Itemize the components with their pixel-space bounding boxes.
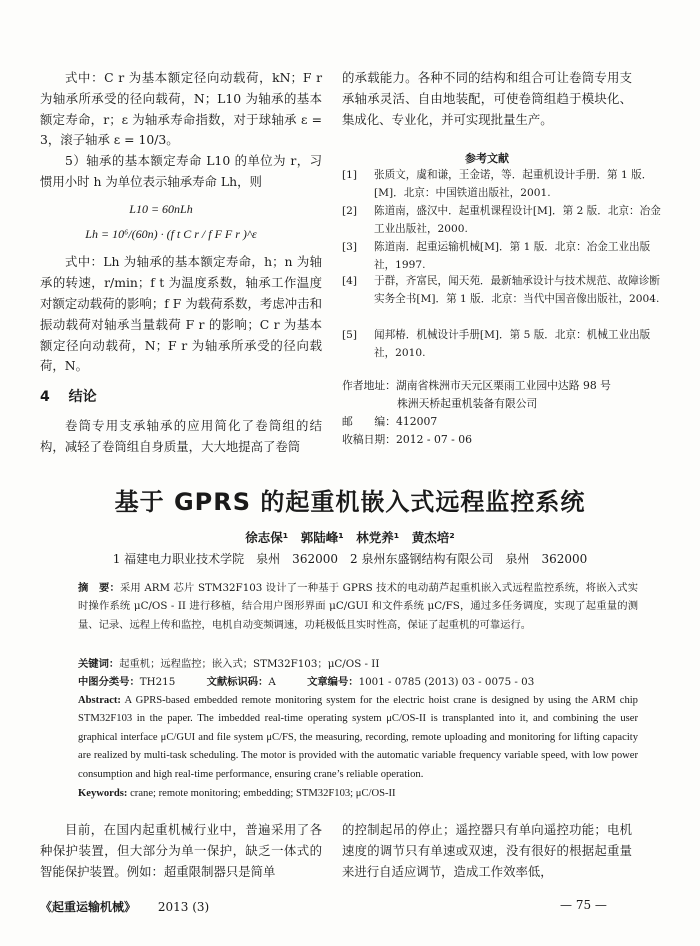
address-line-1: 湖南省株洲市天元区栗雨工业园中达路 98 号 (395, 379, 611, 392)
reference-number: [1] (342, 169, 358, 181)
address-row (342, 377, 672, 395)
section-number: 4 (40, 389, 50, 406)
reference-number: [4] (342, 275, 358, 287)
classification-row (78, 673, 638, 691)
article-no-label: 文章编号： (307, 676, 359, 688)
left-para-4: 卷筒专用支承轴承的应用简化了卷筒组的结构，减轻了卷筒组自身质量，大大地提高了卷筒 (40, 417, 322, 454)
section-title: 结论 (68, 389, 97, 406)
body-right (342, 820, 632, 882)
english-keywords (78, 785, 638, 803)
clc-label: 中图分类号： (78, 676, 140, 688)
reference-number: [2] (342, 205, 358, 217)
en-abstract-text: A GPRS-based embedded remote monitoring system for the electric hoist crane is designed by using the ARM chip STM32F103 in the paper. The imbedded real-time operating system μC/OS-II is transplanted into it, and combining the user graphical interface μC/GUI and file system μC/FS, the measuring, recording, remote uploading and monitoring for lifting capacity are realized by multi-task scheduling. The motor is provided with the automatic variable frequency variable speed, with low power consumption and high real-time performance, ensuring crane’s reliable operation. (78, 695, 638, 780)
journal-issue: 2013 (3) (157, 900, 210, 914)
reference-number: [5] (342, 329, 358, 341)
abstract-text: 采用 ARM 芯片 STM32F103 设计了一种基于 GPRS 技术的电动葫芦起重机嵌入式远程监控系统，将嵌入式实时操作系统 μC/OS - II 进行移植，结合用户图形界面 μC/GUI 和文件系统 μC/FS，通过多任务调度，实现了起重量的测量、记录、远程上传和监控，电机自动变频调速，功耗极低且实时性高，保证了起重机的可靠运行。 (78, 582, 638, 631)
doc-code-value: A (268, 676, 276, 688)
page-number: — 75 — (560, 898, 607, 912)
received-value: 2012 - 07 - 06 (395, 433, 472, 446)
reference-text: 陈道南．起重运输机械[M]．第 1 版．北京：冶金工业出版社，1997. (374, 241, 651, 271)
reference-number: [3] (342, 241, 358, 253)
references-heading: 参考文献 (465, 152, 509, 165)
postcode-label: 邮 编： (342, 415, 396, 428)
keywords-text: 起重机；远程监控；嵌入式；STM32F103；μC/OS - II (119, 658, 380, 670)
postcode-value: 412007 (395, 415, 438, 428)
en-abstract-label: Abstract: (78, 695, 121, 706)
reference-text: 于群，齐富民，闻天苑．最新轴承设计与技术规范、故障诊断实务全书[M]．第 1 版．北京：当代中国音像出版社，2004. (374, 275, 661, 305)
address-line-2: 株洲天桥起重机装备有限公司 (397, 397, 538, 410)
left-column (40, 68, 322, 458)
reference-text: 张质文，虞和谦，王金诺，等．起重机设计手册．第 1 版．[M]．北京：中国铁道出版社，2001. (374, 169, 653, 199)
received-label: 收稿日期： (342, 433, 396, 446)
left-para-3: 式中：Lh 为轴承的基本额定寿命，h；n 为轴承的转速，r/min；f t 为温度系数，轴承工作温度对额定动载荷的影响；f F 为载荷系数，考虑冲击和振动载荷对轴承当量载荷 F r 的影响；C r 为基本额定径向动载荷，N；F r 为轴承所承受的径向载荷，N。 (40, 254, 322, 374)
received-row (342, 431, 672, 449)
body-right-para: 的控制起吊的停止；遥控器只有单向遥控功能；电机速度的调节只有单速或双速，没有很好的根据起重量来进行自适应调节，造成工作效率低， (342, 822, 632, 879)
en-keywords-text: crane; remote monitoring; embedding; STM32F103; μC/OS-II (130, 788, 396, 799)
article-affiliation: 1 福建电力职业技术学院 泉州 362000 2 泉州东盛钢结构有限公司 泉州 362000 (112, 552, 588, 566)
clc-value: TH215 (139, 676, 176, 688)
abstract-label: 摘 要： (78, 582, 120, 594)
english-abstract (78, 692, 638, 784)
reference-text: 闻邦椿．机械设计手册[M]．第 5 版．北京：机械工业出版社，2010. (374, 329, 651, 359)
section-heading (40, 387, 322, 408)
left-para-1: 式中：C r 为基本额定径向动载荷，kN；F r 为轴承所承受的径向载荷，N；L10 为轴承的基本额定寿命，r；ε 为轴承寿命指数，对于球轴承 ε = 3，滚子轴承 ε = 10/3。 (40, 70, 322, 148)
address-label: 作者地址： (342, 379, 396, 392)
chinese-abstract (78, 579, 638, 634)
left-para-2: 5）轴承的基本额定寿命 L10 的单位为 r，习惯用小时 h 为单位表示轴承寿命 Lh，则 (40, 153, 322, 189)
author-info (342, 377, 672, 449)
postcode-row (342, 413, 672, 431)
keywords-row (78, 655, 638, 673)
journal-name: 《起重运输机械》 (40, 900, 137, 914)
right-column-para (342, 68, 632, 130)
article-authors: 徐志保¹ 郭陆峰¹ 林党养¹ 黄杰培² (245, 530, 455, 545)
formula-lh: Lh = 10⁶/(60n) · (f t C r / f F F r )^ε (85, 226, 257, 241)
keywords-label: 关键词： (78, 658, 120, 670)
en-keywords-label: Keywords: (78, 788, 128, 799)
body-left-para: 目前，在国内起重机械行业中，普遍采用了各种保护装置，但大部分为单一保护，缺乏一体式的智能保护装置。例如：超重限制器只是简单 (40, 822, 322, 879)
doc-code-label: 文献标识码： (206, 676, 269, 688)
right-para-1: 的承载能力。各种不同的结构和组合可让卷筒专用支承轴承灵活、自由地装配，可使卷筒组趋于模块化、集成化、专业化，并可实现批量生产。 (342, 70, 632, 127)
footer (40, 898, 640, 915)
reference-text: 陈道南，盛汉中．起重机课程设计[M]．第 2 版．北京：冶金工业出版社，2000. (374, 205, 661, 235)
body-left (40, 820, 322, 882)
formula-l10: L10 = 60nLh (129, 201, 193, 216)
article-no-value: 1001 - 0785 (2013) 03 - 0075 - 03 (358, 676, 535, 688)
article-title: 基于 GPRS 的起重机嵌入式远程监控系统 (114, 488, 586, 516)
